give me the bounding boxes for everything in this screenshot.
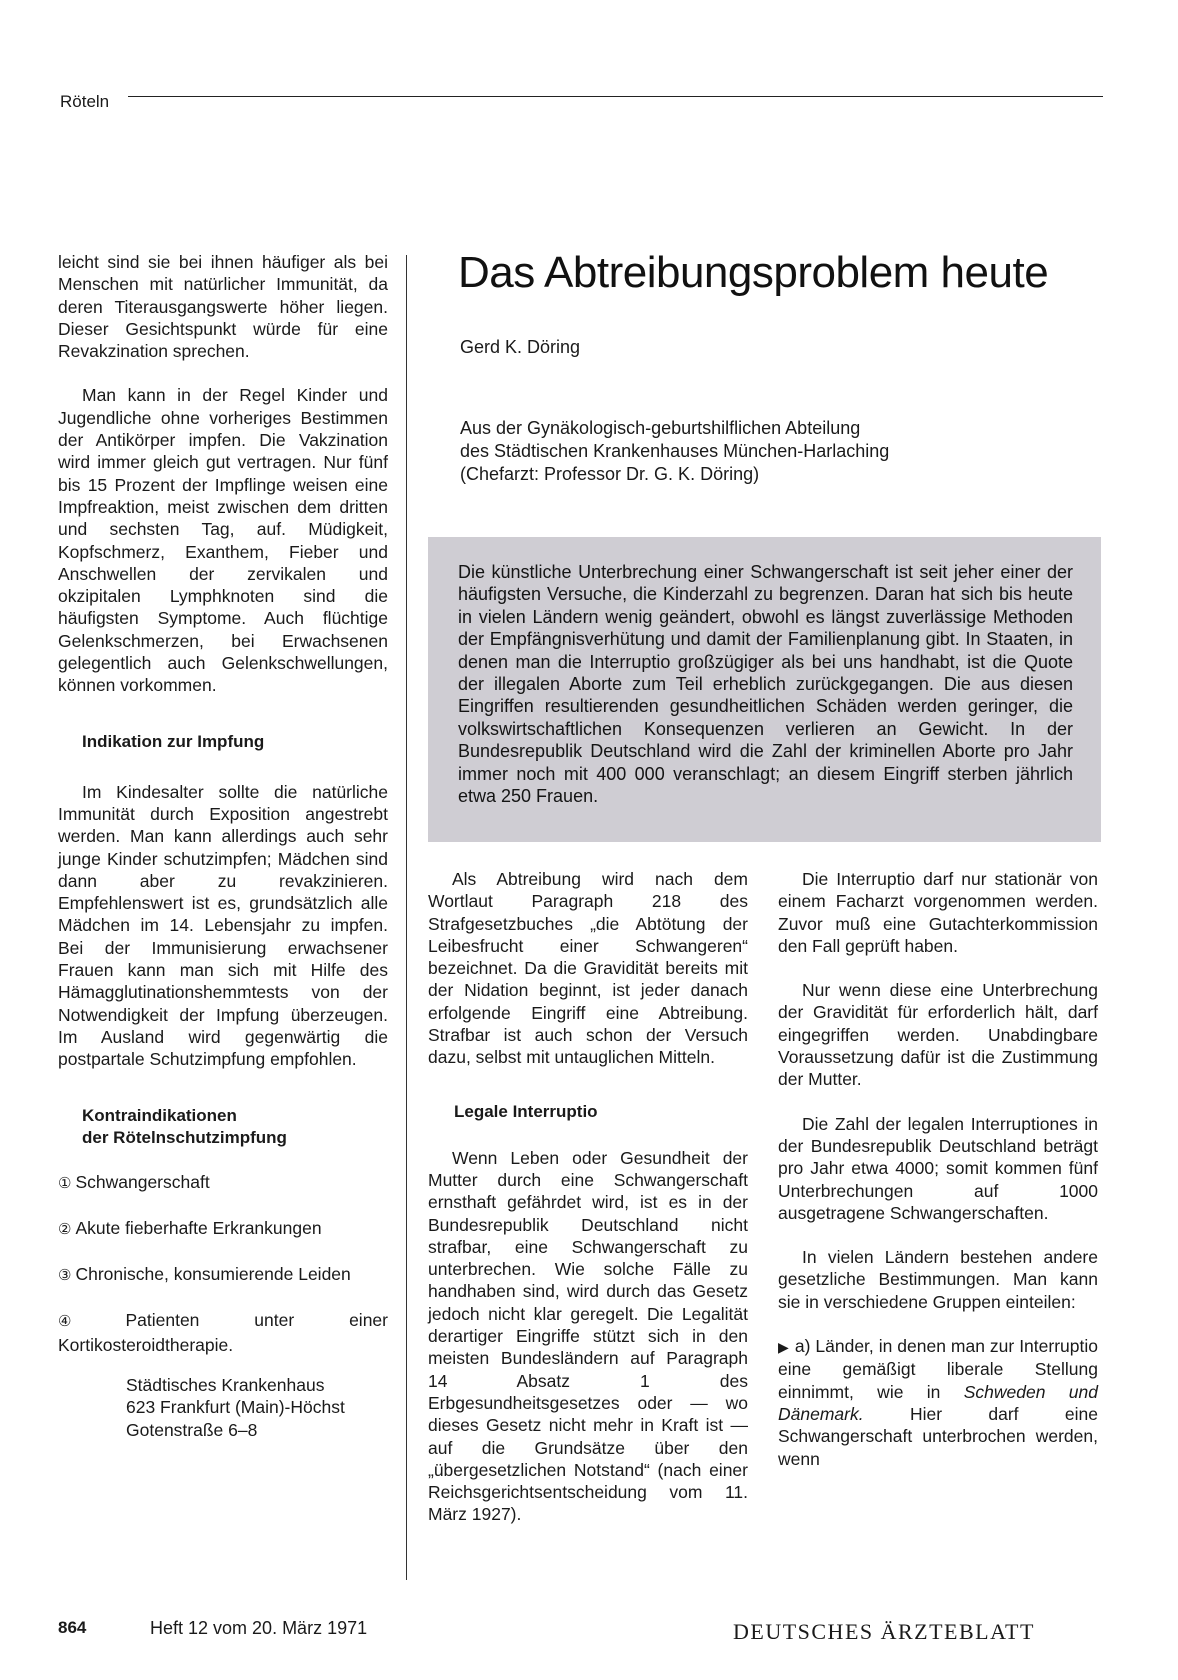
address-line: 623 Frankfurt (Main)-Höchst bbox=[126, 1397, 345, 1418]
circled-number: ④ bbox=[58, 1313, 122, 1331]
header-rule bbox=[128, 96, 1103, 97]
article-title: Das Abtreibungsproblem heute bbox=[458, 248, 1049, 297]
list-item-a bbox=[778, 1335, 1098, 1470]
middle-column bbox=[428, 868, 748, 1526]
list-item-text: Chronische, konsumierende Leiden bbox=[75, 1264, 351, 1285]
circled-number: ③ bbox=[58, 1267, 72, 1285]
paragraph: Man kann in der Regel Kinder und Jugendliche ohne vorheriges Bestimmen der Antikörper impfen. Die Vakzination wird immer gleich gut vertragen. Nur fünf bis 15 Prozent der Impflinge weisen eine Impfreaktion, meist zwischen dem dritten und sechsten Tag, auf. Müdigkeit, Kopfschmerz, Exanthem, Fieber und Anschwellen der zervikalen und okzipitalen Lymphknoten sind die häufigsten Symptome. Auch flüchtige Gelenkschmerzen, bei Erwachsenen gelegentlich auch Gelenkschwellungen, können vorkommen. bbox=[58, 385, 388, 696]
list-item bbox=[58, 1217, 388, 1241]
issue-info: Heft 12 vom 20. März 1971 bbox=[150, 1618, 368, 1638]
list-item bbox=[58, 1263, 388, 1287]
affiliation-line: des Städtischen Krankenhauses München-Harlaching bbox=[460, 441, 890, 461]
page-number: 864 bbox=[58, 1618, 87, 1637]
affiliation-line: (Chefarzt: Professor Dr. G. K. Döring) bbox=[460, 464, 760, 484]
triangle-bullet-icon: ▶ bbox=[778, 1339, 789, 1356]
abstract-text: Die künstliche Unterbrechung einer Schwangerschaft ist seit jeher einer der häufigsten Versuche, die Kinderzahl zu begrenzen. Daran hat sich bis heute in vielen Ländern wenig geändert, obwohl es längst zuverlässige Methoden der Empfängnisverhütung und damit der Familienplanung gibt. In Staaten, in denen man die Interruptio großzügiger als bei uns handhabt, ist die Quote der illegalen Aborte zum Teil erheblich zurückgegangen. Die aus diesen Eingriffen resultierenden gesundheitlichen Schäden werden geringer, die volkswirtschaftlichen Konsequenzen verlieren an Gewicht. In der Bundesrepublik Deutschland wird die Zahl der kriminellen Aborte pro Jahr immer noch mit 400 000 veranschlagt; an diesem Eingriff sterben jährlich etwa 250 Frauen. bbox=[458, 562, 1073, 807]
paragraph: Wenn Leben oder Gesundheit der Mutter durch eine Schwangerschaft ernsthaft gefährdet wird, ist es in der Bundesrepublik Deutschland nicht strafbar, eine Schwangerschaft zu unterbrechen. Wie solche Fälle zu handhaben sind, wird durch das Gesetz jedoch nicht klar geregelt. Die Legalität derartiger Eingriffe stützt sich in den meisten Bundesländern auf Paragraph 14 Absatz 1 des Erbgesundheitsgesetzes oder — wo dieses Gesetz nicht mehr in Kraft ist — auf die Grundsätze über den „übergesetzlichen Notstand“ (nach einer Reichsgerichtsentscheidung vom 11. März 1927). bbox=[428, 1147, 748, 1525]
list-item-text: Patienten unter einer Kortikosteroidtherapie. bbox=[58, 1310, 388, 1355]
section-heading-legal: Legale Interruptio bbox=[454, 1101, 598, 1121]
section-heading-indication: Indikation zur Impfung bbox=[82, 731, 265, 751]
paragraph: Als Abtreibung wird nach dem Wortlaut Paragraph 218 des Strafgesetzbuches „die Abtötung der Leibesfrucht einer Schwangeren“ bezeichnet. Da die Gravidität bereits mit der Nidation beginnt, ist jeder danach erfolgende Eingriff eine Abtreibung. Strafbar ist auch schon der Versuch dazu, selbst mit untauglichen Mitteln. bbox=[428, 869, 748, 1068]
paragraph: Nur wenn diese eine Unterbrechung der Gravidität für erforderlich hält, darf eingegriffen werden. Unabdingbare Voraussetzung dafür ist die Zustimmung der Mutter. bbox=[778, 980, 1098, 1090]
item-text-italic: Schweden und Dänemark. bbox=[778, 1381, 1098, 1424]
article-affiliation bbox=[460, 417, 889, 486]
right-column bbox=[778, 868, 1098, 1470]
paragraph: Im Kindesalter sollte die natürliche Immunität durch Exposition angestrebt werden. Man kann allerdings auch sehr junge Kinder schutzimpfen; Mädchen sind dann aber zu revakzinieren. Empfehlenswert ist es, grundsätzlich alle Mädchen im 14. Lebensjahr zu impfen. Bei der Immunisierung erwachsener Frauen kann man sich mit Hilfe des Hämagglutinationshemmtests von der Notwendigkeit der Impfung überzeugen. Im Ausland wird gegenwärtig die postpartale Schutzimpfung empfohlen. bbox=[58, 781, 388, 1070]
list-item-text: Akute fieberhafte Erkrankungen bbox=[75, 1217, 322, 1238]
heading-line: der Rötelnschutzimpfung bbox=[82, 1127, 287, 1147]
circled-number: ① bbox=[58, 1174, 72, 1192]
author-address bbox=[58, 1374, 388, 1441]
item-text: Hier darf eine Schwangerschaft unterbrochen werden, wenn bbox=[778, 1403, 1098, 1469]
list-item bbox=[58, 1171, 388, 1195]
left-column bbox=[58, 251, 388, 1441]
list-item bbox=[58, 1309, 388, 1356]
paragraph: Die Interruptio darf nur stationär von einem Facharzt vorgenommen werden. Zuvor muß eine Gutachterkommission den Fall geprüft haben. bbox=[778, 869, 1098, 956]
affiliation-line: Aus der Gynäkologisch-geburtshilflichen Abteilung bbox=[460, 418, 861, 438]
column-divider bbox=[406, 255, 407, 1580]
journal-name: DEUTSCHES ÄRZTEBLATT bbox=[733, 1619, 1035, 1644]
list-item-text: Schwangerschaft bbox=[75, 1171, 210, 1192]
address-line: Gotenstraße 6–8 bbox=[126, 1419, 258, 1440]
item-text: a) Länder, in denen man zur Interruptio eine gemäßigt liberale Stellung einnimmt, wie in bbox=[778, 1336, 1098, 1402]
paragraph: Die Zahl der legalen Interruptiones in der Bundesrepublik Deutschland beträgt pro Jahr etwa 4000; somit kommen fünf Unterbrechungen auf 1000 ausgetragene Schwangerschaften. bbox=[778, 1113, 1098, 1223]
abstract-box bbox=[428, 537, 1101, 842]
address-line: Städtisches Krankenhaus bbox=[126, 1374, 325, 1395]
section-label: Röteln bbox=[60, 92, 110, 111]
paragraph: In vielen Ländern bestehen andere gesetzliche Bestimmungen. Man kann sie in verschiedene Gruppen einteilen: bbox=[778, 1247, 1098, 1312]
circled-number: ② bbox=[58, 1220, 72, 1238]
heading-line: Kontraindikationen bbox=[82, 1105, 237, 1125]
article-author: Gerd K. Döring bbox=[460, 337, 581, 357]
paragraph: leicht sind sie bei ihnen häufiger als bei Menschen mit natürlicher Immunität, da deren Titerausgangswerte höher liegen. Dieser Gesichtspunkt würde für eine Revakzination sprechen. bbox=[58, 252, 388, 362]
section-heading-contraindications bbox=[82, 1105, 388, 1149]
